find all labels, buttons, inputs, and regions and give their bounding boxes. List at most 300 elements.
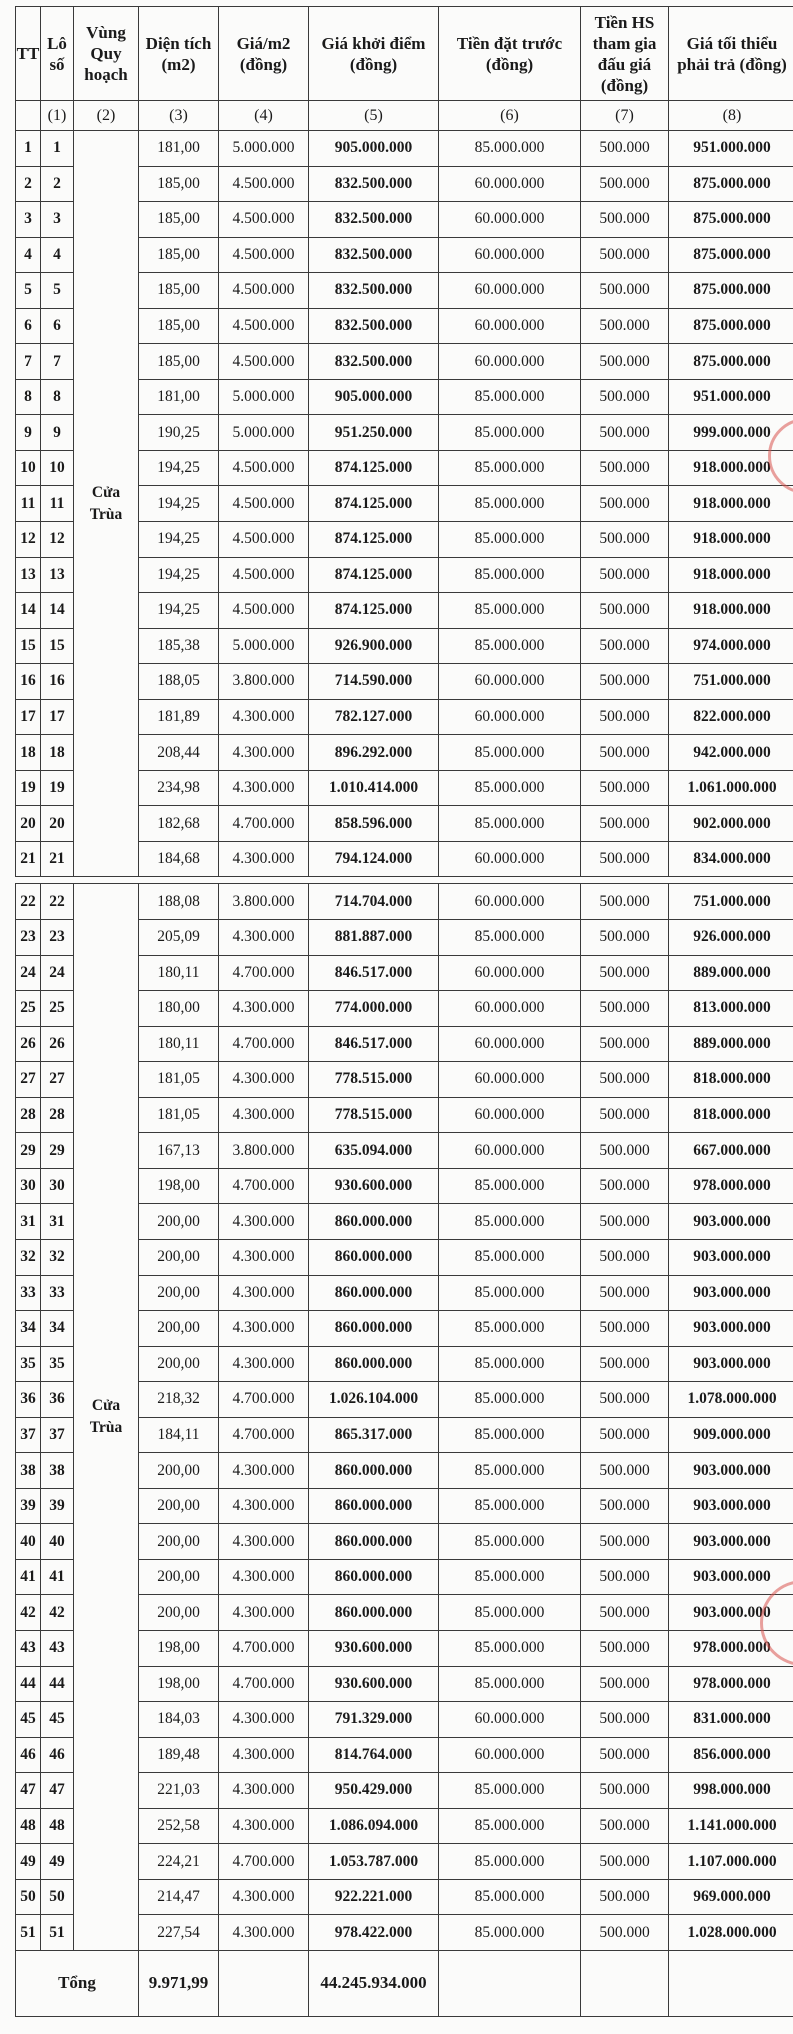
row-application-fee-cell: 500.000	[581, 450, 669, 486]
row-deposit-cell: 85.000.000	[439, 486, 581, 522]
row-lot-cell: 19	[41, 770, 74, 806]
row-lot-cell: 29	[41, 1133, 74, 1169]
row-starting-price-cell: 774.000.000	[309, 991, 439, 1027]
row-price-per-m2-cell: 4.500.000	[219, 202, 309, 238]
row-minimum-payment-cell: 875.000.000	[669, 273, 793, 309]
row-deposit-cell: 85.000.000	[439, 1630, 581, 1666]
row-application-fee-cell: 500.000	[581, 1275, 669, 1311]
row-tt-cell: 18	[16, 735, 41, 771]
row-price-per-m2-cell: 4.500.000	[219, 522, 309, 558]
row-deposit-cell: 85.000.000	[439, 1915, 581, 1951]
row-application-fee-cell: 500.000	[581, 1773, 669, 1809]
row-application-fee-cell: 500.000	[581, 1808, 669, 1844]
row-tt-cell: 47	[16, 1773, 41, 1809]
row-tt-cell: 49	[16, 1844, 41, 1880]
row-lot-cell: 42	[41, 1595, 74, 1631]
row-application-fee-cell: 500.000	[581, 1382, 669, 1418]
row-lot-cell: 15	[41, 628, 74, 664]
row-starting-price-cell: 860.000.000	[309, 1311, 439, 1347]
row-starting-price-cell: 635.094.000	[309, 1133, 439, 1169]
row-minimum-payment-cell: 903.000.000	[669, 1488, 793, 1524]
row-area-cell: 185,00	[139, 166, 219, 202]
row-tt-cell: 6	[16, 308, 41, 344]
row-minimum-payment-cell: 818.000.000	[669, 1097, 793, 1133]
row-application-fee-cell: 500.000	[581, 1559, 669, 1595]
index-application-fee: (7)	[581, 101, 669, 131]
row-area-cell: 181,89	[139, 699, 219, 735]
row-price-per-m2-cell: 3.800.000	[219, 884, 309, 920]
row-deposit-cell: 85.000.000	[439, 1382, 581, 1418]
row-price-per-m2-cell: 4.300.000	[219, 1346, 309, 1382]
auction-lot-table	[15, 6, 793, 2017]
row-lot-cell: 41	[41, 1559, 74, 1595]
row-lot-cell: 18	[41, 735, 74, 771]
row-application-fee-cell: 500.000	[581, 1026, 669, 1062]
row-area-cell: 200,00	[139, 1595, 219, 1631]
row-minimum-payment-cell: 903.000.000	[669, 1453, 793, 1489]
row-area-cell: 205,09	[139, 920, 219, 956]
row-minimum-payment-cell: 1.061.000.000	[669, 770, 793, 806]
index-tt	[16, 101, 41, 131]
row-deposit-cell: 60.000.000	[439, 1133, 581, 1169]
header-tt: TT	[16, 7, 41, 101]
row-application-fee-cell: 500.000	[581, 273, 669, 309]
zone-cell: Cửa Trùa	[74, 131, 139, 877]
row-area-cell: 188,05	[139, 664, 219, 700]
row-tt-cell: 38	[16, 1453, 41, 1489]
row-lot-cell: 37	[41, 1417, 74, 1453]
row-starting-price-cell: 978.422.000	[309, 1915, 439, 1951]
row-price-per-m2-cell: 4.300.000	[219, 1524, 309, 1560]
row-application-fee-cell: 500.000	[581, 1417, 669, 1453]
row-price-per-m2-cell: 4.300.000	[219, 1062, 309, 1098]
row-area-cell: 182,68	[139, 806, 219, 842]
row-tt-cell: 31	[16, 1204, 41, 1240]
row-area-cell: 198,00	[139, 1630, 219, 1666]
row-application-fee-cell: 500.000	[581, 1346, 669, 1382]
row-starting-price-cell: 951.250.000	[309, 415, 439, 451]
row-tt-cell: 3	[16, 202, 41, 238]
header-lot: Lô số	[41, 7, 74, 101]
row-tt-cell: 43	[16, 1630, 41, 1666]
row-price-per-m2-cell: 5.000.000	[219, 131, 309, 167]
row-minimum-payment-cell: 974.000.000	[669, 628, 793, 664]
row-deposit-cell: 60.000.000	[439, 1702, 581, 1738]
row-application-fee-cell: 500.000	[581, 664, 669, 700]
header-price-per-m2: Giá/m2 (đồng)	[219, 7, 309, 101]
row-lot-cell: 47	[41, 1773, 74, 1809]
row-starting-price-cell: 860.000.000	[309, 1204, 439, 1240]
row-minimum-payment-cell: 1.028.000.000	[669, 1915, 793, 1951]
row-lot-cell: 35	[41, 1346, 74, 1382]
row-application-fee-cell: 500.000	[581, 1524, 669, 1560]
row-starting-price-cell: 874.125.000	[309, 522, 439, 558]
row-tt-cell: 42	[16, 1595, 41, 1631]
row-deposit-cell: 85.000.000	[439, 557, 581, 593]
row-starting-price-cell: 1.010.414.000	[309, 770, 439, 806]
row-lot-cell: 17	[41, 699, 74, 735]
index-area: (3)	[139, 101, 219, 131]
row-price-per-m2-cell: 4.300.000	[219, 770, 309, 806]
row-minimum-payment-cell: 1.107.000.000	[669, 1844, 793, 1880]
row-tt-cell: 21	[16, 841, 41, 877]
header-starting-price: Giá khởi điểm (đồng)	[309, 7, 439, 101]
row-starting-price-cell: 714.590.000	[309, 664, 439, 700]
row-tt-cell: 7	[16, 344, 41, 380]
row-application-fee-cell: 500.000	[581, 884, 669, 920]
row-application-fee-cell: 500.000	[581, 770, 669, 806]
row-tt-cell: 1	[16, 131, 41, 167]
row-price-per-m2-cell: 5.000.000	[219, 628, 309, 664]
row-application-fee-cell: 500.000	[581, 131, 669, 167]
row-minimum-payment-cell: 978.000.000	[669, 1168, 793, 1204]
row-tt-cell: 13	[16, 557, 41, 593]
row-area-cell: 194,25	[139, 593, 219, 629]
row-starting-price-cell: 832.500.000	[309, 344, 439, 380]
row-minimum-payment-cell: 1.141.000.000	[669, 1808, 793, 1844]
row-area-cell: 200,00	[139, 1239, 219, 1275]
row-lot-cell: 36	[41, 1382, 74, 1418]
row-application-fee-cell: 500.000	[581, 1844, 669, 1880]
row-tt-cell: 11	[16, 486, 41, 522]
row-lot-cell: 28	[41, 1097, 74, 1133]
row-starting-price-cell: 832.500.000	[309, 166, 439, 202]
row-starting-price-cell: 860.000.000	[309, 1488, 439, 1524]
row-price-per-m2-cell: 4.700.000	[219, 1417, 309, 1453]
row-lot-cell: 20	[41, 806, 74, 842]
row-starting-price-cell: 782.127.000	[309, 699, 439, 735]
row-tt-cell: 8	[16, 379, 41, 415]
row-minimum-payment-cell: 918.000.000	[669, 450, 793, 486]
row-application-fee-cell: 500.000	[581, 1630, 669, 1666]
row-deposit-cell: 85.000.000	[439, 131, 581, 167]
row-area-cell: 224,21	[139, 1844, 219, 1880]
row-area-cell: 180,11	[139, 1026, 219, 1062]
row-area-cell: 185,00	[139, 202, 219, 238]
row-price-per-m2-cell: 4.300.000	[219, 1915, 309, 1951]
row-area-cell: 198,00	[139, 1168, 219, 1204]
row-application-fee-cell: 500.000	[581, 1311, 669, 1347]
row-starting-price-cell: 926.900.000	[309, 628, 439, 664]
row-price-per-m2-cell: 4.700.000	[219, 1630, 309, 1666]
row-lot-cell: 31	[41, 1204, 74, 1240]
row-application-fee-cell: 500.000	[581, 735, 669, 771]
row-price-per-m2-cell: 4.500.000	[219, 308, 309, 344]
row-starting-price-cell: 846.517.000	[309, 955, 439, 991]
row-starting-price-cell: 881.887.000	[309, 920, 439, 956]
row-starting-price-cell: 860.000.000	[309, 1239, 439, 1275]
row-minimum-payment-cell: 903.000.000	[669, 1275, 793, 1311]
row-lot-cell: 10	[41, 450, 74, 486]
row-starting-price-cell: 791.329.000	[309, 1702, 439, 1738]
row-lot-cell: 13	[41, 557, 74, 593]
row-starting-price-cell: 922.221.000	[309, 1879, 439, 1915]
row-tt-cell: 23	[16, 920, 41, 956]
row-area-cell: 185,38	[139, 628, 219, 664]
row-minimum-payment-cell: 942.000.000	[669, 735, 793, 771]
row-price-per-m2-cell: 4.700.000	[219, 806, 309, 842]
row-starting-price-cell: 1.086.094.000	[309, 1808, 439, 1844]
row-deposit-cell: 85.000.000	[439, 415, 581, 451]
row-tt-cell: 33	[16, 1275, 41, 1311]
row-area-cell: 194,25	[139, 486, 219, 522]
row-deposit-cell: 85.000.000	[439, 770, 581, 806]
total-empty-cell	[219, 1950, 309, 2016]
row-application-fee-cell: 500.000	[581, 1453, 669, 1489]
row-lot-cell: 26	[41, 1026, 74, 1062]
row-application-fee-cell: 500.000	[581, 628, 669, 664]
row-area-cell: 181,05	[139, 1097, 219, 1133]
row-tt-cell: 32	[16, 1239, 41, 1275]
row-lot-cell: 11	[41, 486, 74, 522]
row-tt-cell: 34	[16, 1311, 41, 1347]
row-deposit-cell: 60.000.000	[439, 841, 581, 877]
row-starting-price-cell: 950.429.000	[309, 1773, 439, 1809]
row-price-per-m2-cell: 4.700.000	[219, 1026, 309, 1062]
row-tt-cell: 29	[16, 1133, 41, 1169]
row-tt-cell: 30	[16, 1168, 41, 1204]
zone-cell: Cửa Trùa	[74, 884, 139, 1950]
row-deposit-cell: 85.000.000	[439, 1559, 581, 1595]
row-deposit-cell: 60.000.000	[439, 273, 581, 309]
row-deposit-cell: 85.000.000	[439, 1346, 581, 1382]
row-tt-cell: 45	[16, 1702, 41, 1738]
row-minimum-payment-cell: 751.000.000	[669, 664, 793, 700]
row-price-per-m2-cell: 4.300.000	[219, 1311, 309, 1347]
row-lot-cell: 39	[41, 1488, 74, 1524]
row-price-per-m2-cell: 4.300.000	[219, 1204, 309, 1240]
row-starting-price-cell: 860.000.000	[309, 1559, 439, 1595]
row-application-fee-cell: 500.000	[581, 1737, 669, 1773]
row-minimum-payment-cell: 822.000.000	[669, 699, 793, 735]
row-area-cell: 188,08	[139, 884, 219, 920]
row-application-fee-cell: 500.000	[581, 841, 669, 877]
row-starting-price-cell: 865.317.000	[309, 1417, 439, 1453]
row-tt-cell: 20	[16, 806, 41, 842]
row-price-per-m2-cell: 4.500.000	[219, 237, 309, 273]
index-deposit: (6)	[439, 101, 581, 131]
row-deposit-cell: 85.000.000	[439, 1808, 581, 1844]
row-lot-cell: 44	[41, 1666, 74, 1702]
row-deposit-cell: 85.000.000	[439, 1239, 581, 1275]
row-deposit-cell: 60.000.000	[439, 237, 581, 273]
row-deposit-cell: 60.000.000	[439, 1737, 581, 1773]
row-application-fee-cell: 500.000	[581, 522, 669, 558]
row-application-fee-cell: 500.000	[581, 991, 669, 1027]
row-starting-price-cell: 794.124.000	[309, 841, 439, 877]
row-application-fee-cell: 500.000	[581, 379, 669, 415]
row-application-fee-cell: 500.000	[581, 415, 669, 451]
row-starting-price-cell: 860.000.000	[309, 1524, 439, 1560]
row-deposit-cell: 85.000.000	[439, 1844, 581, 1880]
row-area-cell: 200,00	[139, 1346, 219, 1382]
row-application-fee-cell: 500.000	[581, 593, 669, 629]
row-application-fee-cell: 500.000	[581, 1488, 669, 1524]
header-application-fee: Tiền HS tham gia đấu giá (đồng)	[581, 7, 669, 101]
row-price-per-m2-cell: 4.700.000	[219, 1666, 309, 1702]
row-deposit-cell: 60.000.000	[439, 884, 581, 920]
row-price-per-m2-cell: 4.300.000	[219, 1737, 309, 1773]
row-application-fee-cell: 500.000	[581, 1879, 669, 1915]
row-deposit-cell: 60.000.000	[439, 699, 581, 735]
table-row	[16, 131, 793, 167]
row-minimum-payment-cell: 951.000.000	[669, 379, 793, 415]
row-lot-cell: 50	[41, 1879, 74, 1915]
row-tt-cell: 41	[16, 1559, 41, 1595]
total-starting-price: 44.245.934.000	[309, 1950, 439, 2016]
header-deposit: Tiền đặt trước (đồng)	[439, 7, 581, 101]
row-deposit-cell: 85.000.000	[439, 379, 581, 415]
row-minimum-payment-cell: 918.000.000	[669, 522, 793, 558]
row-price-per-m2-cell: 4.500.000	[219, 273, 309, 309]
row-minimum-payment-cell: 903.000.000	[669, 1524, 793, 1560]
row-lot-cell: 7	[41, 344, 74, 380]
row-application-fee-cell: 500.000	[581, 237, 669, 273]
row-area-cell: 218,32	[139, 1382, 219, 1418]
row-tt-cell: 26	[16, 1026, 41, 1062]
index-zone: (2)	[74, 101, 139, 131]
row-lot-cell: 16	[41, 664, 74, 700]
row-tt-cell: 39	[16, 1488, 41, 1524]
row-minimum-payment-cell: 969.000.000	[669, 1879, 793, 1915]
row-deposit-cell: 85.000.000	[439, 1524, 581, 1560]
row-starting-price-cell: 832.500.000	[309, 273, 439, 309]
total-empty-cell	[439, 1950, 581, 2016]
row-price-per-m2-cell: 4.300.000	[219, 1702, 309, 1738]
row-price-per-m2-cell: 4.500.000	[219, 450, 309, 486]
row-starting-price-cell: 778.515.000	[309, 1097, 439, 1133]
row-lot-cell: 21	[41, 841, 74, 877]
row-minimum-payment-cell: 978.000.000	[669, 1630, 793, 1666]
row-price-per-m2-cell: 4.300.000	[219, 1595, 309, 1631]
row-lot-cell: 24	[41, 955, 74, 991]
row-starting-price-cell: 814.764.000	[309, 1737, 439, 1773]
row-minimum-payment-cell: 903.000.000	[669, 1239, 793, 1275]
row-starting-price-cell: 832.500.000	[309, 202, 439, 238]
row-tt-cell: 10	[16, 450, 41, 486]
row-deposit-cell: 85.000.000	[439, 522, 581, 558]
row-minimum-payment-cell: 834.000.000	[669, 841, 793, 877]
row-minimum-payment-cell: 978.000.000	[669, 1666, 793, 1702]
row-deposit-cell: 60.000.000	[439, 1097, 581, 1133]
row-application-fee-cell: 500.000	[581, 166, 669, 202]
total-label: Tổng	[16, 1950, 139, 2016]
row-application-fee-cell: 500.000	[581, 1666, 669, 1702]
row-deposit-cell: 85.000.000	[439, 1595, 581, 1631]
row-area-cell: 184,68	[139, 841, 219, 877]
row-area-cell: 234,98	[139, 770, 219, 806]
row-lot-cell: 14	[41, 593, 74, 629]
row-price-per-m2-cell: 4.500.000	[219, 557, 309, 593]
row-deposit-cell: 85.000.000	[439, 1168, 581, 1204]
row-minimum-payment-cell: 903.000.000	[669, 1559, 793, 1595]
row-application-fee-cell: 500.000	[581, 1168, 669, 1204]
row-price-per-m2-cell: 4.700.000	[219, 1382, 309, 1418]
row-deposit-cell: 85.000.000	[439, 1311, 581, 1347]
row-area-cell: 185,00	[139, 344, 219, 380]
row-deposit-cell: 60.000.000	[439, 1026, 581, 1062]
row-price-per-m2-cell: 5.000.000	[219, 379, 309, 415]
row-area-cell: 200,00	[139, 1275, 219, 1311]
row-price-per-m2-cell: 4.700.000	[219, 955, 309, 991]
row-area-cell: 185,00	[139, 273, 219, 309]
row-tt-cell: 24	[16, 955, 41, 991]
row-lot-cell: 22	[41, 884, 74, 920]
row-minimum-payment-cell: 875.000.000	[669, 202, 793, 238]
row-area-cell: 194,25	[139, 450, 219, 486]
row-lot-cell: 32	[41, 1239, 74, 1275]
row-minimum-payment-cell: 951.000.000	[669, 131, 793, 167]
row-price-per-m2-cell: 4.300.000	[219, 1097, 309, 1133]
row-area-cell: 184,03	[139, 1702, 219, 1738]
row-starting-price-cell: 874.125.000	[309, 593, 439, 629]
row-area-cell: 227,54	[139, 1915, 219, 1951]
row-starting-price-cell: 860.000.000	[309, 1595, 439, 1631]
row-minimum-payment-cell: 889.000.000	[669, 955, 793, 991]
row-application-fee-cell: 500.000	[581, 1702, 669, 1738]
row-deposit-cell: 60.000.000	[439, 344, 581, 380]
row-lot-cell: 4	[41, 237, 74, 273]
row-minimum-payment-cell: 909.000.000	[669, 1417, 793, 1453]
row-area-cell: 214,47	[139, 1879, 219, 1915]
row-minimum-payment-cell: 831.000.000	[669, 1702, 793, 1738]
row-deposit-cell: 85.000.000	[439, 735, 581, 771]
row-price-per-m2-cell: 4.500.000	[219, 486, 309, 522]
row-area-cell: 190,25	[139, 415, 219, 451]
row-lot-cell: 1	[41, 131, 74, 167]
row-tt-cell: 37	[16, 1417, 41, 1453]
row-price-per-m2-cell: 4.300.000	[219, 1488, 309, 1524]
row-lot-cell: 46	[41, 1737, 74, 1773]
row-minimum-payment-cell: 998.000.000	[669, 1773, 793, 1809]
row-starting-price-cell: 930.600.000	[309, 1630, 439, 1666]
row-lot-cell: 30	[41, 1168, 74, 1204]
row-starting-price-cell: 930.600.000	[309, 1666, 439, 1702]
row-starting-price-cell: 1.053.787.000	[309, 1844, 439, 1880]
row-application-fee-cell: 500.000	[581, 806, 669, 842]
row-area-cell: 180,00	[139, 991, 219, 1027]
row-deposit-cell: 60.000.000	[439, 308, 581, 344]
row-lot-cell: 2	[41, 166, 74, 202]
row-deposit-cell: 85.000.000	[439, 1417, 581, 1453]
row-tt-cell: 14	[16, 593, 41, 629]
row-tt-cell: 28	[16, 1097, 41, 1133]
row-application-fee-cell: 500.000	[581, 920, 669, 956]
row-area-cell: 167,13	[139, 1133, 219, 1169]
row-application-fee-cell: 500.000	[581, 486, 669, 522]
row-deposit-cell: 85.000.000	[439, 1204, 581, 1240]
row-area-cell: 221,03	[139, 1773, 219, 1809]
row-starting-price-cell: 896.292.000	[309, 735, 439, 771]
row-application-fee-cell: 500.000	[581, 308, 669, 344]
index-minimum-payment: (8)	[669, 101, 793, 131]
row-tt-cell: 16	[16, 664, 41, 700]
row-deposit-cell: 85.000.000	[439, 1275, 581, 1311]
row-lot-cell: 33	[41, 1275, 74, 1311]
row-deposit-cell: 85.000.000	[439, 806, 581, 842]
row-tt-cell: 25	[16, 991, 41, 1027]
total-empty-cell	[581, 1950, 669, 2016]
row-price-per-m2-cell: 5.000.000	[219, 415, 309, 451]
row-deposit-cell: 85.000.000	[439, 628, 581, 664]
row-starting-price-cell: 778.515.000	[309, 1062, 439, 1098]
row-tt-cell: 44	[16, 1666, 41, 1702]
row-tt-cell: 12	[16, 522, 41, 558]
total-area: 9.971,99	[139, 1950, 219, 2016]
row-area-cell: 194,25	[139, 557, 219, 593]
row-application-fee-cell: 500.000	[581, 699, 669, 735]
row-lot-cell: 3	[41, 202, 74, 238]
